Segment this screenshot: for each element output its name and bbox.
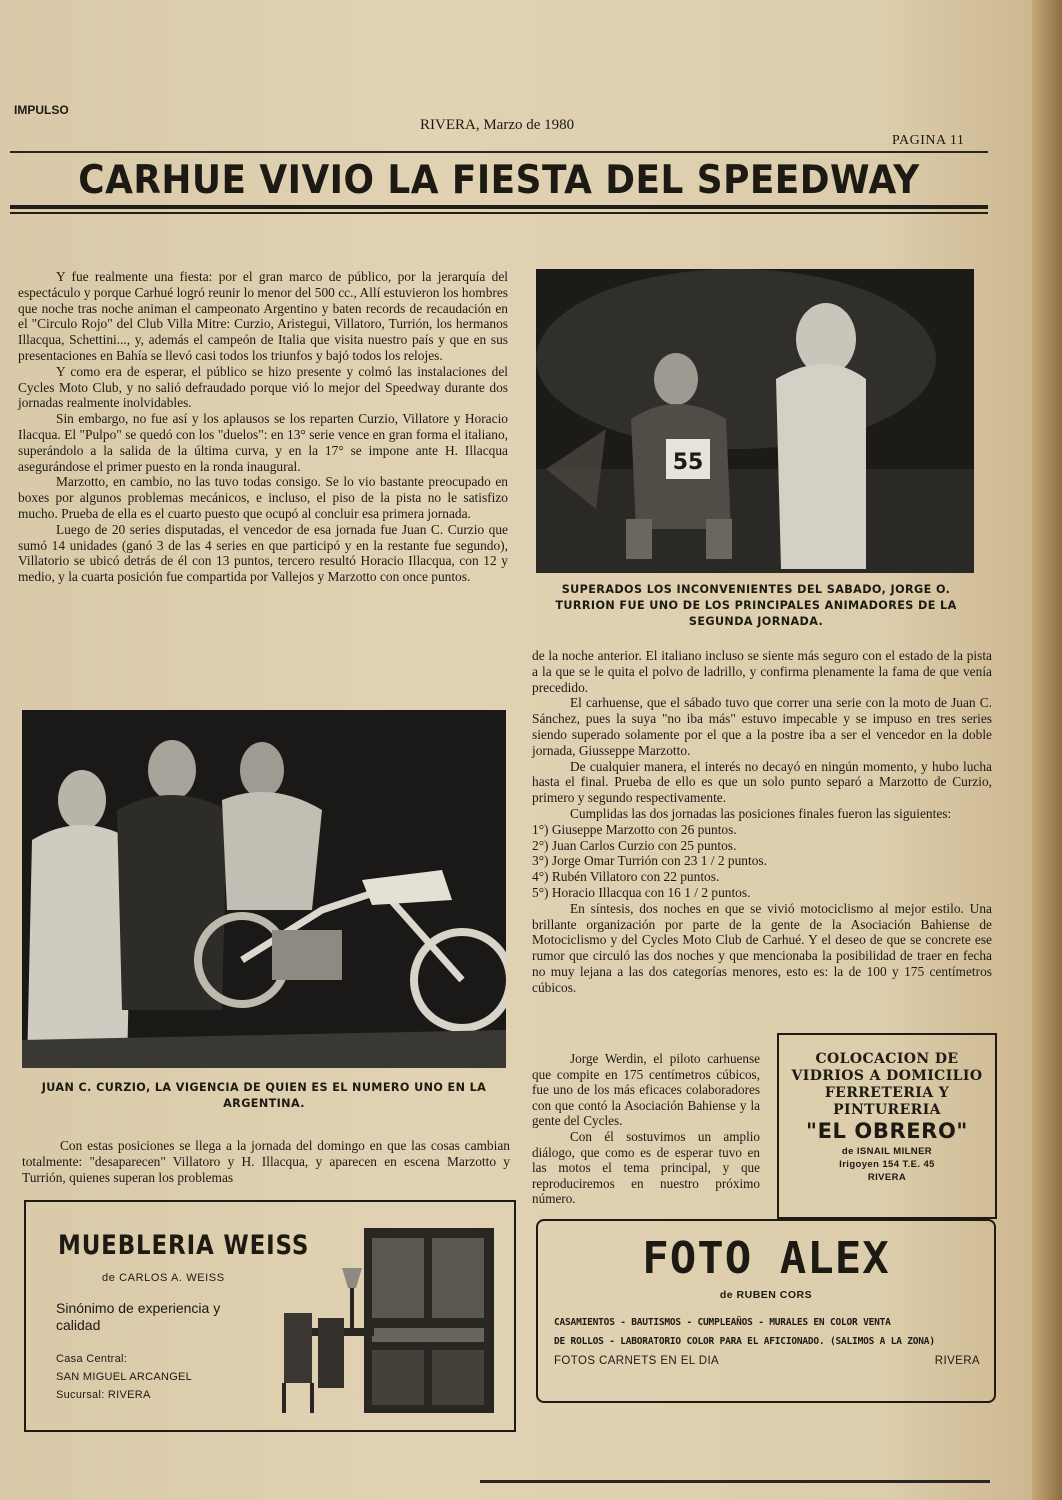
- ad-city: RIVERA: [867, 1172, 907, 1183]
- article-paragraph: Y como era de esperar, el público se hizo presente y colmó las instalaciones del Cycles Moto Club, y no salió defraudado porque vió lo mejor del Speedway durante dos jornadas realmente inolvidables.: [18, 363, 508, 411]
- ad-line: PINTURERIA: [833, 1102, 941, 1118]
- dateline: RIVERA, Marzo de 1980: [420, 117, 575, 133]
- article-continuation: de la noche anterior. El italiano incluso se siente más seguro con el estado de la pista a la que se le quita el polvo de ladrillo, y confirma plenamente la fama de que venía precedido.: [532, 648, 992, 695]
- furniture-cabinet-icon: [264, 1218, 504, 1416]
- ad-address: SAN MIGUEL ARCANGEL: [56, 1371, 193, 1383]
- ad-el-obrero: [777, 1033, 997, 1219]
- photo-caption: JUAN C. CURZIO, LA VIGENCIA DE QUIEN ES EL NUMERO UNO EN LA ARGENTINA.: [41, 1081, 487, 1110]
- rider-with-helmet-photo: [536, 269, 974, 573]
- article-paragraph: Jorge Werdin, el piloto carhuense que compite en 175 centímetros cúbicos, fue uno de los más eficaces colaboradores con que contó la Asociación Bahiense y la gente del Cycles.: [532, 1051, 760, 1129]
- bib-number: 55: [672, 450, 704, 475]
- article-paragraph: Y fue realmente una fiesta: por el gran marco de público, por la jerarquía del espectáculo y porque Carhué logró reunir lo menor del 500 cc., Allí estuvieron los hombres que noche tras noche animan el campeonato Argentino y baten records de recaudación en el "Circulo Rojo" del Club Villa Mitre: Curzio, Aristegui, Villatoro, Turrión, los hermanos Illacqua, Schettini..., y, además el campeón de Italia que visita nuestro país y que en sus presentaciones en Bahía se llevó casi todos los triunfos y bajó todos los relojes.: [18, 269, 508, 363]
- ad-business-name: MUEBLERIA WEISS: [58, 1230, 310, 1261]
- ad-muebleria-weiss: [24, 1200, 516, 1432]
- headline-rule-thick: [10, 205, 988, 209]
- article-paragraph: De cualquier manera, el interés no decayó en ningún momento, y hubo lucha hasta el final. Prueba de ello es que un solo punto separó a Marzotto de Curzio, primero y segundo respectivamente.: [532, 758, 992, 806]
- werdin-sidebar: [532, 1051, 760, 1207]
- speedway-motorcycle-photo: [22, 710, 506, 1068]
- article-paragraph: Cumplidas las dos jornadas las posiciones finales fueron las siguientes:: [570, 805, 952, 821]
- list-item: 1°) Giuseppe Marzotto con 26 puntos.: [532, 821, 737, 837]
- ad-services: [554, 1313, 984, 1351]
- ad-owner: de CARLOS A. WEISS: [102, 1272, 225, 1284]
- publication-name: IMPULSO: [14, 103, 69, 117]
- list-item: 5°) Horacio Illacqua con 16 1 / 2 puntos.: [532, 884, 751, 900]
- ad-line: COLOCACION DE: [815, 1051, 959, 1067]
- ad-slogan: Sinónimo de experiencia y calidad: [56, 1300, 221, 1333]
- ad-foto-alex: [536, 1219, 996, 1403]
- footer-rule: [480, 1480, 990, 1483]
- ad-branch: Sucursal: RIVERA: [56, 1389, 151, 1401]
- ad-business-name: FOTO ALEX: [642, 1233, 890, 1284]
- article-paragraph: Con él sostuvimos un amplio diálogo, que como es de esperar tuvo en las motos el tema principal, y que reproduciremos en nuestro próximo número.: [532, 1128, 760, 1207]
- page-edge: [1032, 0, 1062, 1500]
- article-paragraph: Luego de 20 series disputadas, el vencedor de esa jornada fue Juan C. Curzio que sumó 14 unidades (ganó 3 de las 4 series en que participó y en la restante fue segundo), Villatorio se ubicó detrás de él con 13 puntos, tercero resultó Horacio Illacqua, con 12 y medio, y la cuarta posición fue compartida por Vallejos y Marzotto con once puntos.: [18, 521, 508, 585]
- ad-address: Irigoyen 154 T.E. 45: [839, 1159, 935, 1170]
- list-item: 4°) Rubén Villatoro con 22 puntos.: [532, 869, 720, 885]
- headline-rule-thin: [10, 212, 988, 214]
- article-paragraph: Con estas posiciones se llega a la jornada del domingo en que las cosas cambian totalmente: "desaparecen" Villatoro y H. Illacqua, y aparecen en escena Marzotto y Turrión, quienes superan los problemas: [22, 1138, 510, 1185]
- page-number: PAGINA 11: [892, 133, 965, 148]
- article-column-3: [22, 1138, 510, 1185]
- header-rule: [10, 151, 988, 153]
- ad-line: VIDRIOS A DOMICILIO: [791, 1068, 983, 1084]
- article-paragraph: En síntesis, dos noches en que se vivió motociclismo al mejor estilo. Una brillante organización por parte de la gente de la Asociación Bahiense de Motociclismo y del Cycles Moto Club de Carhué. Y el deseo de que se concrete ese rumor que circuló las dos noches y que mencionaba la posibilidad de traer en fecha no muy lejana a las dos categorías menores, esto es: la de 100 y 175 centímetros cúbicos.: [532, 900, 992, 995]
- article-paragraph: El carhuense, que el sábado tuvo que correr una serie con la moto de Juan C. Sánchez, pues la suya "no iba más" estuvo impecable y se impuso en tres series siendo superado solamente por el que a la postre iba a ser el vencedor en la doble jornada, Giusseppe Marzotto.: [532, 695, 992, 758]
- headline: CARHUE VIVIO LA FIESTA DEL SPEEDWAY: [78, 158, 920, 203]
- article-paragraph: Sin embargo, no fue así y los aplausos se los reparten Curzio, Villatore y Horacio Ilacqua. El "Pulpo" se quedó con los "duelos": en 13° serie vence en gran forma el italiano, superándolo a la salida de la última curva, y en la 17° se impone ante H. Illacqua asegurándose el primer puesto en la ronda inaugural.: [18, 411, 508, 474]
- photo-caption: SUPERADOS LOS INCONVENIENTES DEL SABADO, JORGE O. TURRION FUE UNO DE LOS PRINCIPALES ANIMADORES DE LA SEGUNDA JORNADA.: [555, 583, 957, 628]
- ad-owner: de ISNAIL MILNER: [841, 1146, 933, 1157]
- article-column-2: [532, 648, 992, 996]
- ad-services-line: DE ROLLOS - LABORATORIO COLOR PARA EL AFICIONADO. (SALIMOS A LA ZONA): [554, 1336, 935, 1347]
- ad-address-label: Casa Central:: [56, 1353, 128, 1365]
- final-positions-list: [532, 822, 992, 901]
- article-paragraph: Marzotto, en cambio, no las tuvo todas consigo. Se lo vio bastante preocupado en boxes por algunos problemas mecánicos, e incluso, el piso de la pista no le satisfizo mucho. Prueba de ella es el cuarto puesto que ocupó al concluir esa primera jornada.: [18, 474, 508, 521]
- ad-city: RIVERA: [934, 1355, 980, 1367]
- ad-addresses: [56, 1352, 276, 1406]
- article-column-1: [18, 269, 508, 585]
- ad-services-line: CASAMIENTOS - BAUTISMOS - CUMPLEAÑOS - MURALES EN COLOR VENTA: [554, 1317, 891, 1328]
- ad-business-name: "EL OBRERO": [806, 1119, 968, 1143]
- ad-carnets: FOTOS CARNETS EN EL DIA: [554, 1355, 720, 1367]
- ad-owner: de RUBEN CORS: [719, 1289, 813, 1301]
- ad-line: FERRETERIA Y: [824, 1085, 950, 1101]
- list-item: 3°) Jorge Omar Turrión con 23 1 / 2 puntos.: [532, 853, 767, 869]
- list-item: 2°) Juan Carlos Curzio con 25 puntos.: [532, 837, 737, 853]
